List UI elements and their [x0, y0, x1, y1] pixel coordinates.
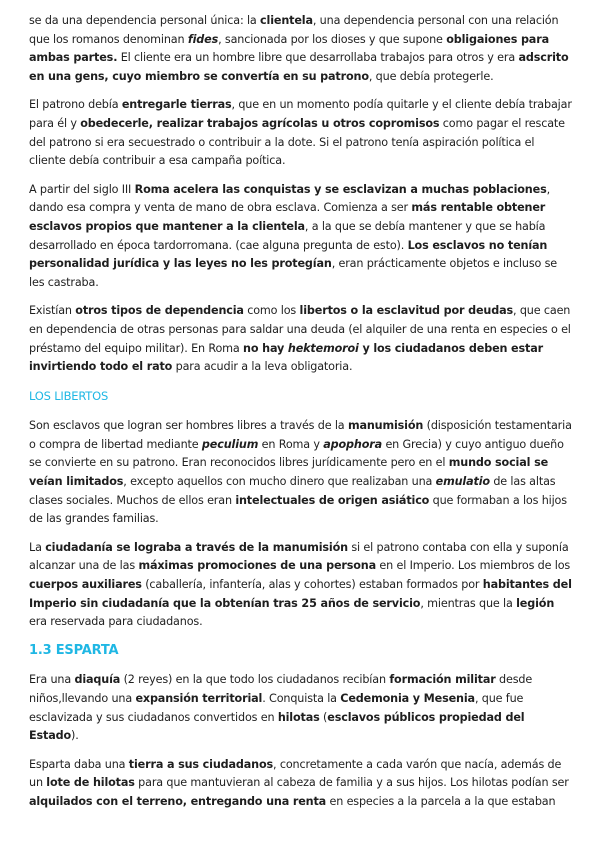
text-run: El patrono debía	[29, 98, 122, 112]
text-run: , que debía protegerle.	[368, 69, 494, 83]
text-run: , concretamente a cada varón que nacía, además de un	[29, 757, 562, 790]
paragraph-p7	[29, 671, 573, 745]
emphasis-text: clientela	[260, 14, 313, 27]
text-run: , excepto aquellos con mucho dinero que realizaban una	[123, 475, 436, 489]
paragraph-p2	[29, 96, 573, 170]
emphasis-text: hilotas	[277, 710, 320, 724]
emphasis-text: mundo social se veían limitados	[29, 456, 549, 489]
paragraph-p3	[29, 181, 573, 293]
text-run: como pagar el rescate del patrono si era secuestrado o contribuir a la dote. Si el patrono tenía aspiración política el cliente debía contribuir a esa campaña poítica.	[29, 116, 565, 168]
text-run: para acudir a la leva obligatoria.	[172, 360, 353, 374]
emphasis-text: peculium	[201, 437, 259, 451]
emphasis-text: esclavos públicos propiedad del Estado	[29, 710, 525, 743]
text-run: ).	[71, 729, 79, 743]
text-run: , sancionada por los dioses y que supone	[218, 32, 447, 46]
emphasis-text: hektemoroi	[287, 341, 359, 355]
text-run: , dando esa compra y venta de mano de obra esclava. Comienza a ser	[29, 182, 550, 215]
emphasis-text: más rentable obtener esclavos propios que mantener a la clientela	[29, 201, 546, 233]
paragraph-p6	[29, 539, 573, 632]
text-run: en Roma y	[258, 437, 324, 451]
text-run: , que fue esclavizada y sus ciudadanos convertidos en	[29, 692, 524, 724]
text-run: de las altas clases sociales. Muchos de ellos eran	[29, 475, 556, 507]
text-run: , que caen en dependencia de otras personas para saldar una deuda (el alquiler de una renta en especies o el préstamo del equipo militar). En Roma	[29, 304, 571, 355]
text-run: . Conquista la	[262, 692, 341, 705]
text-run: desde niños,llevando una	[29, 673, 533, 705]
text-run: Esparta daba una	[29, 757, 129, 771]
emphasis-text: ciudadanía se lograba a través de la manumisión	[45, 540, 348, 554]
emphasis-text: diaquía	[74, 673, 121, 687]
emphasis-text: emulatio	[435, 475, 490, 489]
emphasis-text: máximas promociones de una persona	[138, 559, 377, 573]
emphasis-text: no hay	[243, 341, 288, 355]
paragraph-p8	[29, 756, 573, 812]
emphasis-text: alquilados con el terreno, entregando una renta	[29, 794, 327, 808]
text-run: (caballería, infantería, alas y cohortes) estaban formados por	[141, 578, 483, 592]
emphasis-text: manumisión	[347, 419, 424, 433]
text-run: (disposición testamentaria o compra de libertad mediante	[29, 419, 572, 451]
emphasis-text: otros tipos de dependencia	[75, 304, 244, 318]
emphasis-text: cuerpos auxiliares	[29, 578, 142, 592]
emphasis-text: adscrito en una gens, cuyo miembro se convertía en su patrono	[29, 51, 569, 83]
paragraph-p5	[29, 417, 573, 529]
text-run: , una dependencia personal con una relación que los romanos denominan	[29, 14, 559, 46]
text-run: , mientras que la	[420, 596, 517, 610]
text-run: La	[29, 540, 46, 554]
emphasis-text: expansión territorial	[135, 692, 263, 705]
text-run: (2 reyes) en la que todo los ciudadanos recibían	[120, 673, 390, 687]
text-run: se da una dependencia personal única: la	[29, 14, 261, 27]
emphasis-text: formación militar	[389, 673, 496, 687]
paragraph-p4	[29, 302, 573, 376]
text-run: que formaban a los hijos de las grandes familias.	[29, 493, 567, 526]
emphasis-text: obligaiones para ambas partes.	[29, 32, 549, 65]
emphasis-text: apophora	[323, 437, 383, 451]
emphasis-text: lote de hilotas	[46, 776, 135, 790]
document-page	[29, 12, 573, 822]
text-run: como los	[243, 304, 300, 318]
text-run: para que mantuvieran al cabeza de familia y a sus hijos. Los hilotas podían ser	[134, 776, 569, 790]
emphasis-text: Los esclavos no tenían personalidad jurídica y las leyes no les protegían	[29, 238, 548, 271]
emphasis-text: Cedemonia y Mesenia	[340, 692, 475, 705]
emphasis-text: entregarle tierras	[121, 98, 232, 112]
text-run: (	[319, 710, 328, 724]
emphasis-text: intelectuales de origen asiático	[235, 493, 430, 507]
text-run: en especies a la parcela a la que estaban	[326, 794, 556, 808]
emphasis-text: fides	[187, 32, 219, 46]
emphasis-text: legión	[516, 596, 555, 610]
emphasis-text: habitantes del Imperio sin ciudadanía que la obtenían tras 25 años de servicio	[29, 578, 572, 610]
text-run: Son esclavos que logran ser hombres libres a través de la	[29, 419, 348, 433]
section-heading-esparta: 1.3 ESPARTA	[29, 642, 119, 658]
text-run: en el Imperio. Los miembros de los	[376, 559, 571, 573]
text-run: Existían	[29, 304, 76, 318]
section-heading-libertos: LOS LIBERTOS	[29, 388, 109, 403]
emphasis-text: libertos o la esclavitud por deudas	[299, 304, 514, 318]
emphasis-text: y los ciudadanos deben estar invirtiendo todo el rato	[29, 341, 543, 374]
text-run: Era una	[29, 673, 75, 687]
emphasis-text: Roma acelera las conquistas y se esclavizan a muchas poblaciones	[134, 182, 547, 196]
text-run: , que en un momento podía quitarle y el cliente debía trabajar para él y	[29, 98, 572, 130]
paragraph-p1	[29, 12, 573, 86]
text-run: , eran prácticamente objetos e incluso se les castraba.	[29, 257, 558, 289]
emphasis-text: tierra a sus ciudadanos	[128, 757, 274, 771]
text-run: era reservada para ciudadanos.	[29, 615, 203, 629]
text-run: en Grecia) y cuyo antiguo dueño se convierte en su patrono. Eran reconocidos libres jurídicamente pero en el	[29, 437, 564, 470]
emphasis-text: obedecerle, realizar trabajos agrícolas u otros copromisos	[80, 116, 440, 130]
text-run: A partir del siglo III	[29, 182, 135, 196]
text-run: El cliente era un hombre libre que desarrollaba trabajos para otros y era	[117, 51, 519, 65]
text-run: , a la que se debía mantener y que se había desarrollado en época tardorromana. (cae alguna pregunta de esto).	[29, 219, 546, 252]
text-run: si el patrono contaba con ella y suponía alcanzar una de las	[29, 540, 569, 573]
